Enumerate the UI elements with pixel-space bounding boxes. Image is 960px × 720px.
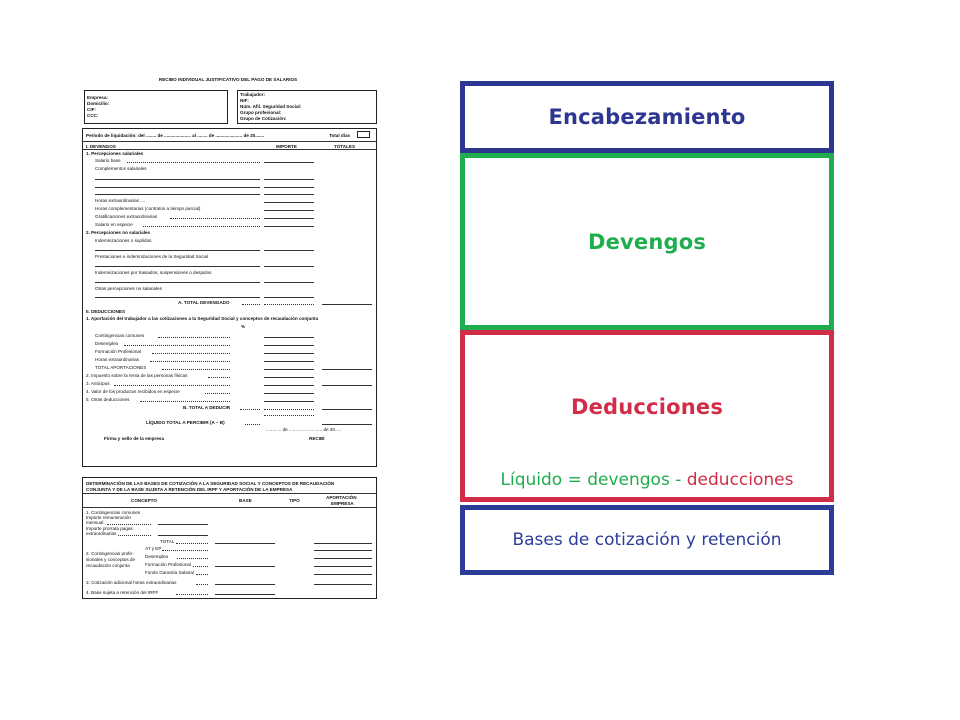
contingencias-prof-label-2: sionales y conceptos de xyxy=(86,557,136,562)
complementos-label: Complementos salariales xyxy=(95,166,147,171)
grupo-cotizacion-label: Grupo de Cotización: xyxy=(240,116,287,121)
aportacion-empresa-header-1: APORTACIÓN xyxy=(326,495,357,500)
grupo-profesional-label: Grupo profesional: xyxy=(240,110,282,115)
indemnizaciones-traslados-label: Indemnizaciones por trasiados, suspensiones o despidos xyxy=(95,270,212,275)
encabezamiento-label: Encabezamiento xyxy=(548,105,746,129)
otras-percepciones-label: Otras percepciones no salariales xyxy=(95,286,162,291)
importe-remuneracion-label-1: Importe remuneración xyxy=(86,515,131,520)
devengos-label: Devengos xyxy=(587,229,707,254)
salario-base-label: Salario base xyxy=(95,158,121,163)
contingencias-prof-label-1: 2. Contingencias profe- xyxy=(86,551,134,556)
cif-label: CIF: xyxy=(87,107,96,112)
percent-label: % xyxy=(241,324,246,329)
devengos-header-rule xyxy=(82,149,377,150)
base-column-header: BASE xyxy=(239,498,252,503)
total-dias-label: Total días xyxy=(329,133,351,138)
liquido-total-label: LÍQUIDO TOTAL A PERCIBIR (A – B) xyxy=(146,420,225,425)
irpf-label: 2. Impuesto sobre la renta de las personas físicas xyxy=(86,373,188,378)
domicilio-label: Domicilio: xyxy=(87,101,110,106)
desempleo-label: Desempleo xyxy=(95,341,119,346)
tipo-column-header: TIPO xyxy=(289,498,300,503)
gratificaciones-label: Gratificaciones extraordinarias xyxy=(95,214,158,219)
afiliacion-label: Núm. Afil. Seguridad Social: xyxy=(240,104,302,109)
ccc-label: CCC: xyxy=(87,113,99,118)
percepciones-no-salariales-label: 2. Percepciones no salariales xyxy=(86,230,151,235)
bases-panel xyxy=(460,505,834,575)
salary-receipt-document xyxy=(0,0,430,720)
contingencias-comunes-label: Contingencias comunes xyxy=(95,333,145,338)
bases-total-label: TOTAL xyxy=(160,539,175,544)
horas-complementarias-label: Horas complementarias (contratos a tiempo parcial) xyxy=(95,206,201,211)
percepciones-salariales-label: 1. Percepciones salariales xyxy=(86,151,144,156)
deducciones-label: Deducciones xyxy=(570,395,724,419)
encabezamiento-panel xyxy=(460,81,834,153)
liquido-formula xyxy=(465,470,829,490)
deducciones-heading: II. DEDUCCIONES xyxy=(86,309,126,314)
trabajador-label: Trabajador: xyxy=(240,92,266,97)
devengos-panel xyxy=(460,153,834,330)
total-dias-box xyxy=(357,131,370,138)
aportacion-label: 1. Aportación del trabajador a las cotizaciones a la Seguridad Social y conceptos de recaudación conjunta xyxy=(86,316,319,321)
empresa-label: Empresa: xyxy=(87,95,108,100)
contingencias-prof-label-3: recaudación conjunta xyxy=(86,563,130,568)
indemnizaciones-suplidos-label: Indemnizaciones o suplidos xyxy=(95,238,152,243)
importe-remuneracion-label-2: mensual xyxy=(86,520,104,525)
horas-extra-label: Horas extraordinarias .... xyxy=(95,198,146,203)
document-title: RECIBO INDIVIDUAL JUSTIFICATIVO DEL PAGO DE SALARIOS xyxy=(158,77,298,82)
total-deducir-label: B. TOTAL A DEDUCIR xyxy=(183,405,231,410)
liquido-formula-suffix: deducciones xyxy=(686,470,794,490)
salario-especie-label: Salario en especie xyxy=(95,222,133,227)
horas-extraordinarias-ded-label: Horas extraordinarias xyxy=(95,357,139,362)
importe-prorrata-label-1: Importe prorrata pagas xyxy=(86,526,133,531)
cotizacion-adicional-label: 3. Cotización adicional horas extraordinarias xyxy=(86,580,177,585)
bases-label: Bases de cotización y retención xyxy=(512,530,782,550)
anticipos-label: 3. Anticipos xyxy=(86,381,110,386)
liquido-formula-prefix: Líquido = devengos - xyxy=(500,470,687,490)
periodo-divider xyxy=(82,141,377,142)
productos-especie-label: 4. Valor de los productos recibidos en especie xyxy=(86,389,180,394)
bases-desempleo-label: Desempleo xyxy=(145,554,169,559)
prestaciones-label: Prestaciones e indemnizaciones de la Seguridad Social xyxy=(95,254,209,259)
otras-deducciones-label: 5. Otras deducciones xyxy=(86,397,130,402)
fogasa-label: Fondo Garantía Salarial xyxy=(145,570,194,575)
firma-label: Firma y sello de la empresa xyxy=(104,436,165,441)
fecha-label: ............ de .......................... de 20..... xyxy=(266,427,342,432)
periodo-label: Período de liquidación: del ........ de ..................... al ........ de ..................... de 20....... xyxy=(86,133,265,138)
bases-formacion-label: Formación Profesional xyxy=(145,562,191,567)
bases-heading-line1: DETERMINACIÓN DE LAS BASES DE COTIZACIÓN A LA SEGURIDAD SOCIAL Y CONCEPTOS DE RECAUDACIÓN xyxy=(86,481,335,486)
base-irpf-label: 4. Base sujeta a retención del IRPF xyxy=(86,590,159,595)
bases-heading-line2: CONJUNTA Y DE LA BASE SUJETA A RETENCIÓN DEL IRPF Y APORTACIÓN DE LA EMPRESA xyxy=(86,487,293,492)
devengos-heading: I. DEVENGOS xyxy=(86,144,116,149)
importe-column-header: IMPORTE xyxy=(276,144,297,149)
recibi-label: RECIBÍ xyxy=(309,436,325,441)
importe-prorrata-label-2: extraordinarias xyxy=(86,531,117,536)
totales-column-header: TOTALES xyxy=(334,144,356,149)
aportacion-empresa-header-2: EMPRESA xyxy=(331,501,354,506)
bases-contingencias-label: 1. Contingencias comunes xyxy=(86,510,141,515)
total-aportaciones-label: TOTAL APORTACIONES xyxy=(95,365,147,370)
formacion-profesional-label: Formación Profesional xyxy=(95,349,141,354)
total-devengado-label: A. TOTAL DEVENGADO xyxy=(178,300,230,305)
nif-label: NIF: xyxy=(240,98,249,103)
deducciones-panel xyxy=(460,330,834,502)
concepto-column-header: CONCEPTO xyxy=(131,498,157,503)
at-ep-label: AT y EP xyxy=(145,546,162,551)
